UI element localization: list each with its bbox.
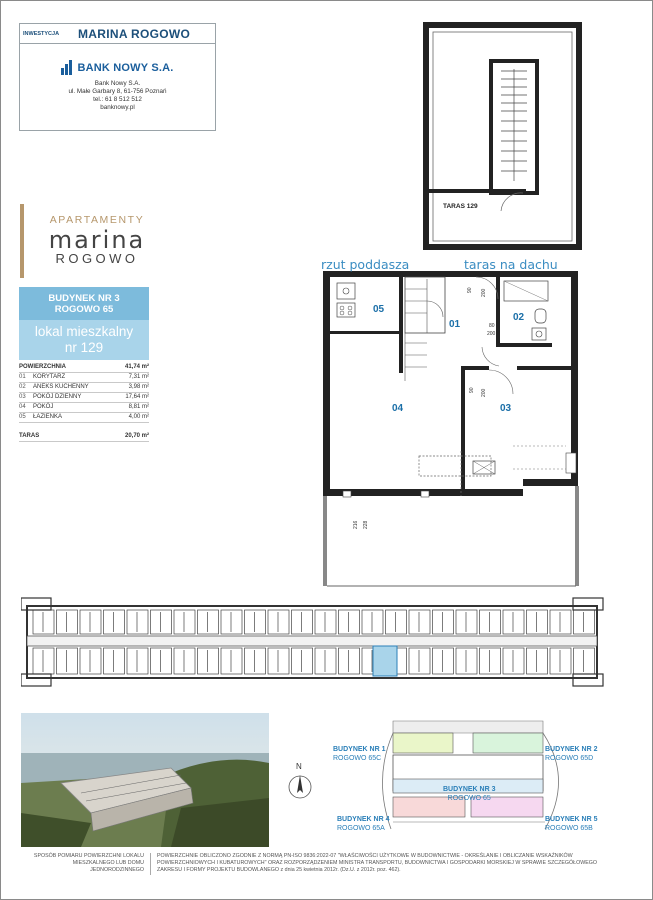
bank-info-line: banknowy.pl	[100, 104, 135, 111]
brand-line-3: ROGOWO	[55, 251, 139, 266]
building-address: ROGOWO 65	[54, 304, 114, 315]
room-area: 7,31 m²	[128, 374, 149, 380]
attic-label: rzut poddasza	[321, 257, 410, 272]
area-label: POWIERZCHNIA	[19, 364, 66, 370]
compass-n: N	[296, 762, 302, 771]
dim-text: 228	[363, 520, 369, 529]
building-address: ROGOWO 65	[447, 795, 491, 802]
building-name: BUDYNEK NR 4	[337, 816, 390, 823]
dim-text: 216	[353, 520, 359, 529]
site-building-3	[443, 785, 496, 803]
roof-terrace-label: taras na dachu	[464, 257, 558, 272]
site-building-1	[333, 745, 386, 763]
room-area: 3,98 m²	[128, 384, 149, 390]
room-area: 8,81 m²	[128, 404, 149, 410]
floor-plan	[301, 21, 601, 601]
dim-text: 90	[467, 287, 473, 293]
building-name: BUDYNEK NR 2	[545, 746, 598, 753]
room-name: POKÓJ	[33, 404, 54, 410]
area-table	[19, 363, 149, 442]
brand-line-2: marina	[48, 226, 146, 254]
investment-title-row	[20, 24, 215, 44]
brand-accent-bar	[20, 204, 24, 278]
bank-name: BANK NOWY S.A.	[77, 61, 174, 74]
room-name: KORYTARZ	[33, 374, 66, 380]
building-box	[19, 287, 149, 320]
bank-logo	[20, 60, 215, 75]
room-label: 04	[392, 403, 404, 414]
apartment-panel	[19, 287, 149, 442]
bank-info-line: Bank Nowy S.A.	[94, 80, 141, 87]
unit-type: lokal mieszkalny	[34, 324, 134, 339]
room-no: 05	[19, 414, 26, 420]
north-arrow-icon	[287, 761, 313, 805]
dim-text: 200	[487, 331, 496, 337]
room-label: 05	[373, 304, 385, 315]
table-row	[19, 393, 149, 403]
table-row	[19, 383, 149, 393]
terrace-label: TARAS	[19, 433, 40, 439]
unit-number: nr 129	[64, 340, 104, 355]
table-row	[19, 373, 149, 383]
dim-text: 200	[481, 288, 487, 297]
building-address: ROGOWO 65C	[333, 755, 382, 762]
bank-info-line: tel.: 61 8 512 512	[93, 96, 142, 103]
investment-label: INWESTYCJA	[23, 30, 60, 37]
investment-header	[19, 23, 216, 131]
room-no: 04	[19, 404, 26, 410]
building-name: BUDYNEK NR 1	[333, 746, 386, 753]
dim-text: 90	[469, 387, 475, 393]
bank-contact	[20, 80, 215, 112]
building-address: ROGOWO 65B	[545, 825, 593, 832]
measurement-note	[21, 853, 611, 875]
room-label: 02	[513, 312, 525, 323]
building-name: BUDYNEK NR 3	[443, 786, 496, 793]
room-no: 01	[19, 374, 26, 380]
table-row	[19, 403, 149, 413]
building-name: BUDYNEK NR 5	[545, 816, 598, 823]
area-total-row	[19, 363, 149, 373]
site-building-4	[337, 815, 390, 833]
measurement-text: POWIERZCHNIE OBLICZONO ZGODNIE Z NORMĄ PN-ISO 9836:2022-07 "WŁAŚCIWOŚCI UŻYTKOWE W BUDOWNICTWIE - OKREŚLANIE I OBLICZANIE WSKAŹNIKÓW POWIERZCHNIOWYCH I KUBATUROWYCH" ORAZ ROZPORZĄDZENIEM MINISTRA TRANSPORTU, BUDOWNICTWA I GOSPODARKI MORSKIEJ W SPRAWIE SZCZEGÓŁOWEGO ZAKRESU I FORMY PROJEKTU BUDOWLANEGO z dnia 25 kwietnia 2012r. (Dz.U. z 2012r. poz. 462).	[157, 853, 597, 874]
brand-logo	[41, 214, 153, 266]
room-no: 03	[19, 394, 26, 400]
room-label: 03	[500, 403, 512, 414]
room-name: ŁAZIENKA	[33, 414, 63, 420]
measurement-label: SPOSÓB POMIARU POWIERZCHNI LOKALU MIESZKALNEGO LUB DOMU JEDNORODZINNEGO	[21, 853, 151, 875]
site-building-2	[545, 745, 598, 763]
building-address: ROGOWO 65A	[337, 825, 385, 832]
table-row	[19, 413, 149, 423]
investment-name: MARINA ROGOWO	[78, 26, 191, 41]
dim-text: 80	[489, 323, 495, 329]
unit-box	[19, 320, 149, 360]
bank-logo-icon	[61, 60, 73, 75]
terrace-label: TARAS 129	[443, 203, 478, 210]
room-label: 01	[449, 319, 461, 330]
floor-plan-drawing	[301, 21, 601, 601]
building-number: BUDYNEK NR 3	[48, 293, 120, 304]
site-building-5	[545, 815, 598, 833]
room-name: POKÓJ DZIENNY	[33, 394, 82, 400]
room-area: 4,00 m²	[128, 414, 149, 420]
building-visualization	[21, 713, 269, 847]
building-floor-strip	[21, 596, 605, 690]
terrace-row	[19, 432, 149, 442]
terrace-area: 20,70 m²	[124, 433, 149, 439]
room-no: 02	[19, 384, 26, 390]
building-address: ROGOWO 65D	[545, 755, 594, 762]
site-plan	[333, 719, 603, 839]
bank-info-line: ul. Małe Garbary 8, 61-756 Poznań	[68, 88, 167, 95]
area-total: 41,74 m²	[124, 364, 149, 370]
room-name: ANEKS KUCHENNY	[33, 384, 89, 390]
room-area: 17,64 m²	[125, 394, 149, 400]
dim-text: 200	[481, 388, 487, 397]
brand-line-1: APARTAMENTY	[49, 214, 145, 226]
